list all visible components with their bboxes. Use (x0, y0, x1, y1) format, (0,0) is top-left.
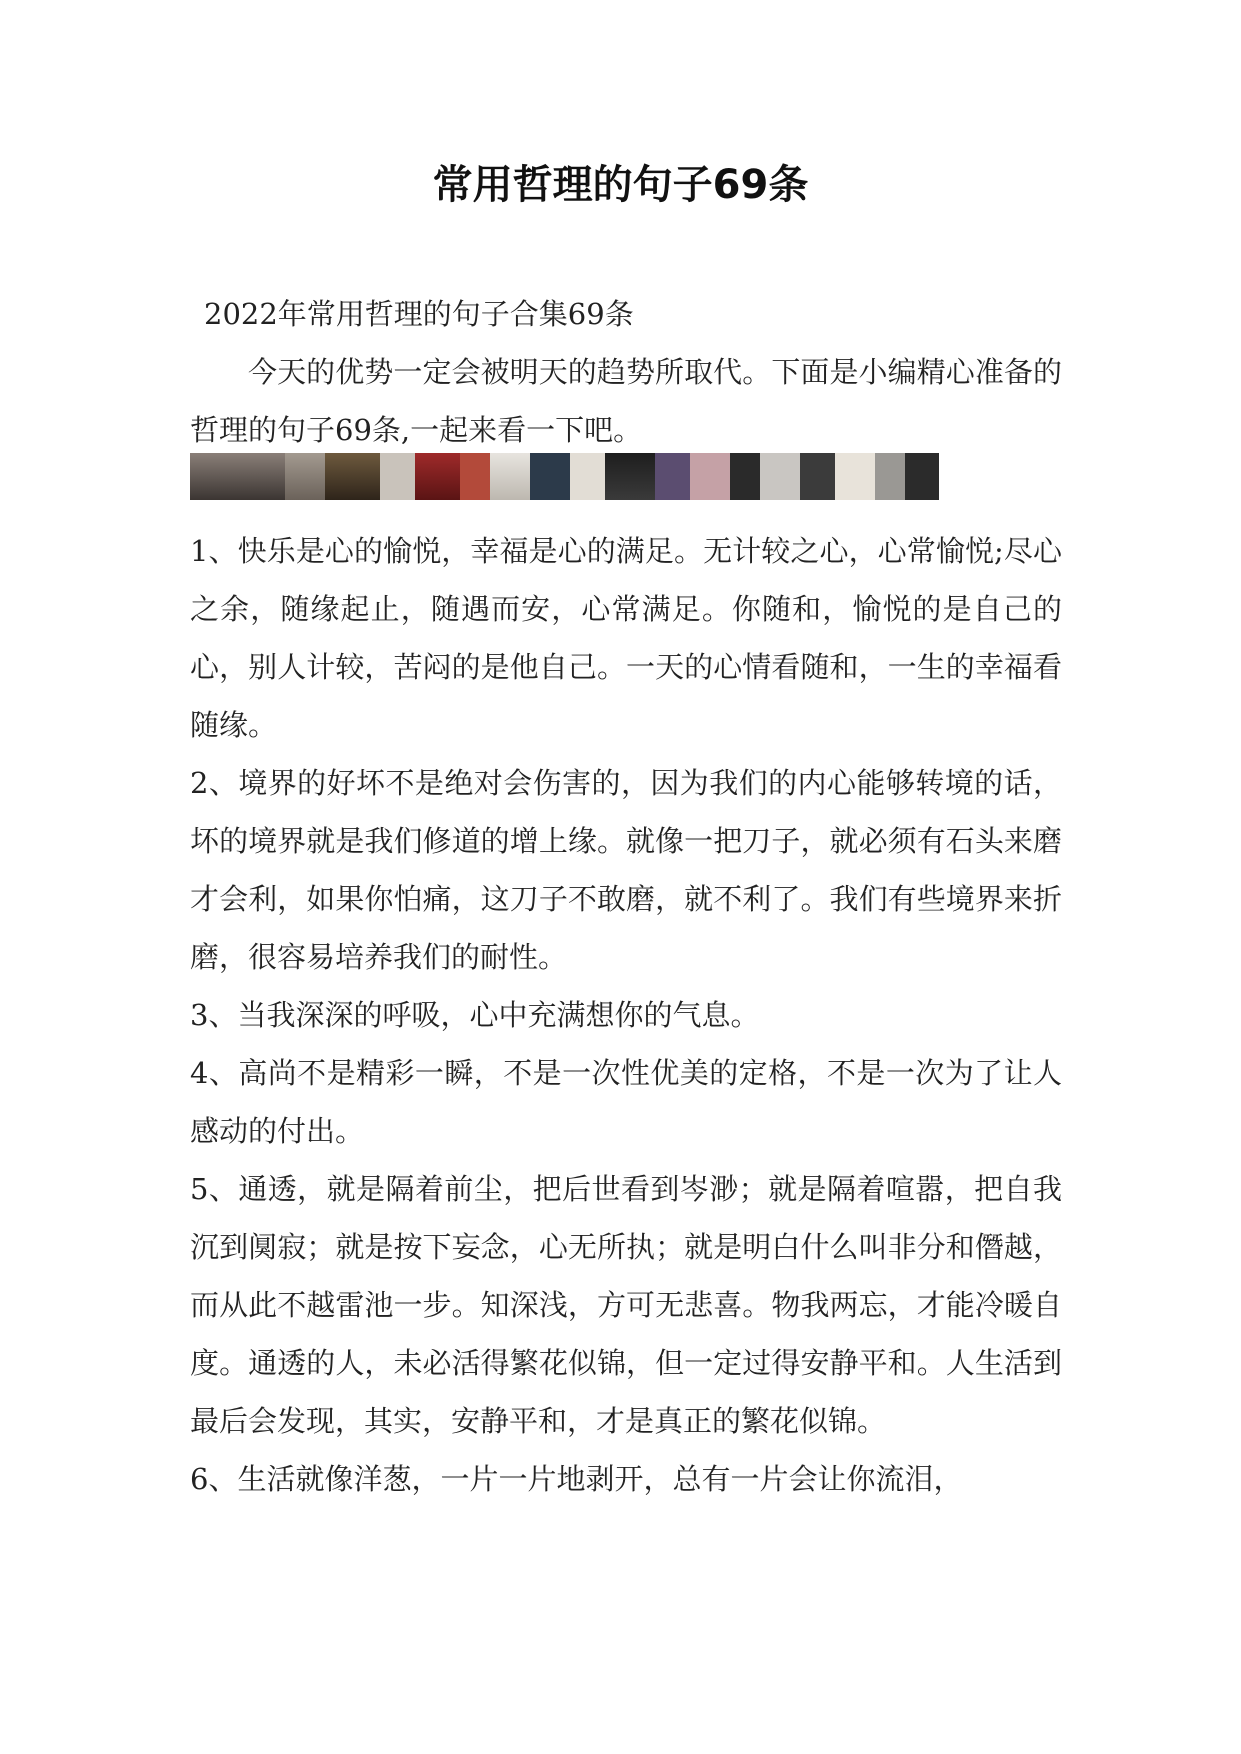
list-item: 1、快乐是心的愉悦，幸福是心的满足。无计较之心，心常愉悦;尽心之余，随缘起止，随遇而安，心常满足。你随和，愉悦的是自己的心，别人计较，苦闷的是他自己。一天的心情看随和，一生的幸福看随缘。 (190, 534, 1062, 742)
list-item: 3、当我深深的呼吸，心中充满想你的气息。 (190, 998, 760, 1032)
list-item: 4、高尚不是精彩一瞬，不是一次性优美的定格，不是一次为了让人感动的付出。 (190, 1056, 1062, 1148)
decorative-photo (190, 453, 939, 500)
list-item: 6、生活就像洋葱，一片一片地剥开，总有一片会让你流泪， (190, 1462, 963, 1496)
document-title: 常用哲理的句子69条 (432, 162, 809, 208)
document-subtitle: 2022年常用哲理的句子合集69条 (204, 297, 634, 331)
list-item: 2、境界的好坏不是绝对会伤害的，因为我们的内心能够转境的话，坏的境界就是我们修道的增上缘。就像一把刀子，就必须有石头来磨才会利，如果你怕痛，这刀子不敢磨，就不利了。我们有些境界来折磨，很容易培养我们的耐性。 (190, 766, 1062, 974)
sentence-list (190, 522, 1062, 1508)
intro-paragraph: 今天的优势一定会被明天的趋势所取代。下面是小编精心准备的哲理的句子69条,一起来看一下吧。 (190, 355, 1062, 447)
list-item: 5、通透，就是隔着前尘，把后世看到岑渺；就是隔着喧嚣，把自我沉到阒寂；就是按下妄念，心无所执；就是明白什么叫非分和僭越，而从此不越雷池一步。知深浅，方可无悲喜。物我两忘，才能冷暖自度。通透的人，未必活得繁花似锦，但一定过得安静平和。人生活到最后会发现，其实，安静平和，才是真正的繁花似锦。 (190, 1172, 1062, 1438)
